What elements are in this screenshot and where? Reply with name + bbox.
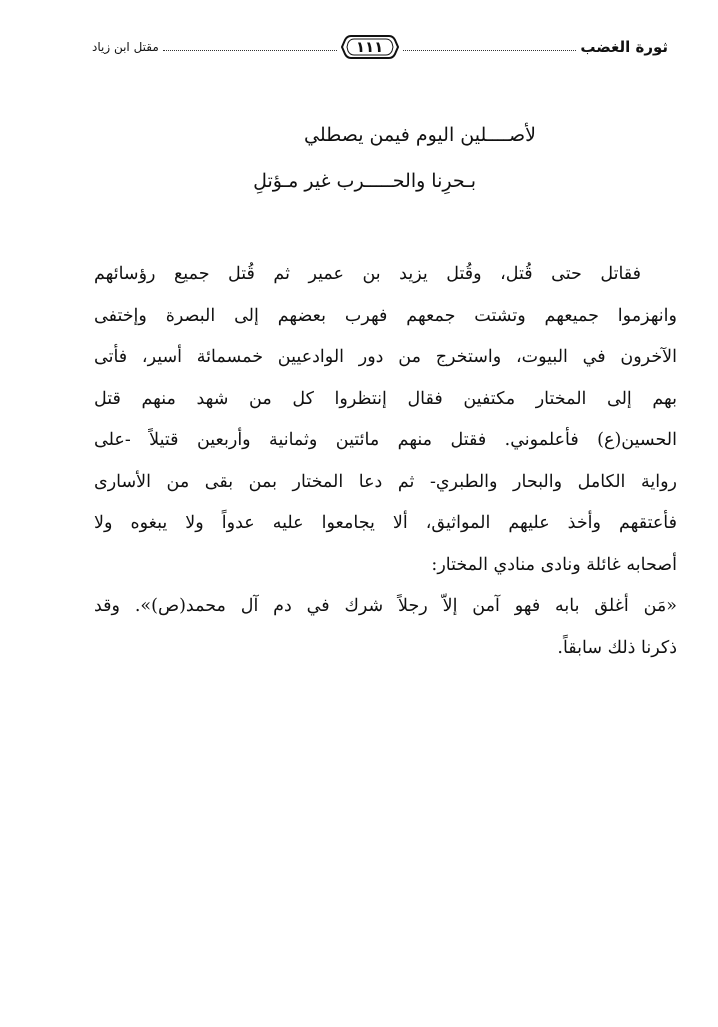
paragraph-line: «مَن أغلق بابه فهو آمن إلاّ رجلاً شرك في دم آل محمد(ص)». وقد [94,596,677,616]
body-paragraph [94,254,677,669]
page-number: ١١١ [355,38,384,56]
header-dotted-leader [163,49,337,51]
book-title: ثورة الغضب [580,38,668,56]
paragraph-line: وانهزموا جميعهم وتشتت جمعهم فهرب بعضهم إلى البصرة وإختفى [94,305,677,326]
paragraph-line: أصحابه غائلة ونادى منادي المختار: [431,554,677,575]
page-header [92,30,668,64]
paragraph-line: ذكرنا ذلك سابقاً. [557,637,677,658]
paragraph-line: الآخرون في البيوت، واستخرج من دور الوادعيين خمسمائة أسير، فأتى [94,347,677,367]
paragraph-line: فقاتل حتى قُتل، وقُتل يزيد بن عمير ثم قُتل جميع رؤسائهم [94,264,641,284]
paragraph-line: الحسين(ع) فأعلموني. فقتل منهم مائتين وثمانية وأربعين قتيلاً -على [94,430,677,450]
paragraph-line: رواية الكامل والبحار والطبري- ثم دعا المختار بمن بقى من الأسارى [94,471,677,492]
header-dotted-leader [403,49,577,51]
chapter-title: مقتل ابن زياد [92,40,159,54]
paragraph-line: بهم إلى المختار مكتفين فقال إنتظروا كل من شهد منهم قتل [94,388,677,409]
page-number-frame [341,32,399,62]
verse-line: بـحرِنا والحـــــرب غير مـؤتلِ [253,170,476,192]
verse-line: لأصــــلين اليوم فيمن يصطلي [304,124,536,146]
paragraph-line: فأعتقهم وأخذ عليهم المواثيق، ألا يجامعوا عليه عدواً ولا يبغوه ولا [94,513,677,533]
